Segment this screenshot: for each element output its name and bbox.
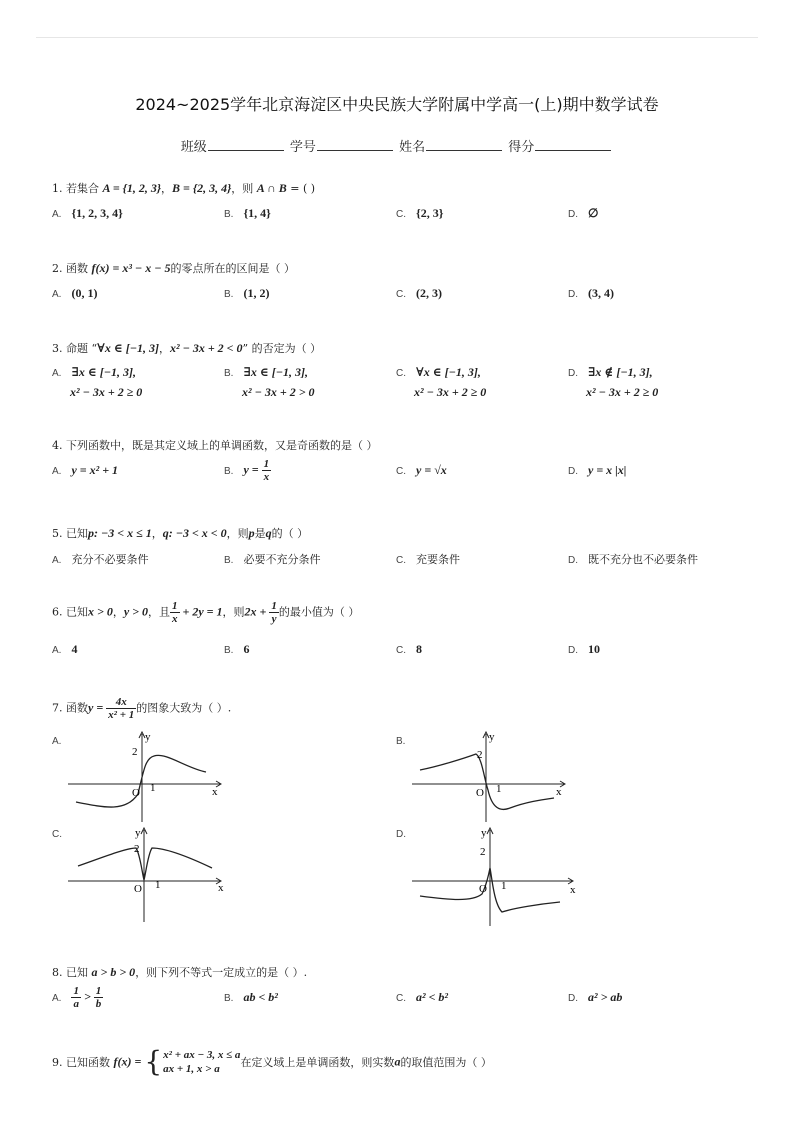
label-origin: O [132,787,140,799]
label-two: 2 [477,749,483,761]
q6-option-c[interactable]: C. 8 [396,642,422,656]
class-label: 班级 [180,140,207,155]
label-origin: O [134,883,142,895]
question-5: 5. 已知p: −3 < x ≤ 1，q: −3 < x < 0，则p是q的（ ） [52,526,309,540]
q2-option-a[interactable]: A. (0, 1) [52,286,98,300]
label-origin: O [476,787,484,799]
score-label: 得分 [508,140,535,155]
q3-option-d[interactable]: D. ∃x ∉ [−1, 3], x² − 3x + 2 ≥ 0 [568,365,659,399]
q5-option-b[interactable]: B. 必要不充分条件 [224,553,321,566]
label-one: 1 [496,783,502,795]
q8-option-c[interactable]: C. a² < b² [396,990,449,1004]
question-2: 2. 函数 f(x) = x³ − x − 5的零点所在的区间是（ ） [52,261,295,275]
q6-option-d[interactable]: D. 10 [568,642,600,656]
q7-graph-c [66,824,226,924]
question-8: 8. 已知 a > b > 0，则下列不等式一定成立的是（ ）. [52,965,308,979]
label-x: x [570,884,576,896]
label-x: x [218,882,224,894]
q7-option-a[interactable]: A. [52,736,62,747]
question-1: 1. 若集合 A = {1, 2, 3}，B = {2, 3, 4}，则 A ∩ B = ( ) [52,181,316,195]
q8-option-a[interactable]: A. $\frac{1}{a}$ > $\frac{1}{b}$ [52,985,102,1010]
top-divider [36,37,758,38]
label-y: y [135,827,141,839]
q2-option-c[interactable]: C. (2, 3) [396,286,442,300]
label-two: 2 [134,843,140,855]
label-y: y [489,731,495,743]
q1-option-c[interactable]: C. {2, 3} [396,206,444,220]
q7-graph-a [66,728,226,824]
label-one: 1 [501,880,507,892]
q3-option-a[interactable]: A. ∃x ∈ [−1, 3], x² − 3x + 2 ≥ 0 [52,365,143,399]
question-7: 7. 函数y = $\frac{4x}{\text{x² + 1}}$ 的图象大致为（ ）. [52,696,232,721]
label-two: 2 [132,746,138,758]
q4-option-c[interactable]: C. y = √x [396,463,447,477]
q2-option-b[interactable]: B. (1, 2) [224,286,270,300]
label-y: y [481,827,487,839]
label-x: x [556,786,562,798]
q7-option-d[interactable]: D. [396,829,406,840]
q7-option-b[interactable]: B. [396,736,406,747]
left-brace: { [144,1045,163,1078]
question-6: 6. 已知x > 0，y > 0，且 $\frac{1}{x}$ + 2y = 1，则2x + $\frac{1}{y}$ 的最小值为（ ） [52,600,360,625]
q7-graph-b [410,728,570,824]
q2-option-d[interactable]: D. (3, 4) [568,286,614,300]
q5-option-a[interactable]: A. 充分不必要条件 [52,553,149,566]
q3-option-c[interactable]: C. ∀x ∈ [−1, 3], x² − 3x + 2 ≥ 0 [396,365,487,399]
curve [78,848,212,880]
q3-option-b[interactable]: B. ∃x ∈ [−1, 3], x² − 3x + 2 > 0 [224,365,315,399]
q4-option-b[interactable]: B. y = $\frac{1}{x}$ [224,458,270,483]
label-x: x [212,786,218,798]
label-y: y [145,731,151,743]
label-origin: O [479,883,487,895]
q6-option-a[interactable]: A. 4 [52,642,78,656]
curve [76,755,206,807]
q7-option-c[interactable]: C. [52,829,62,840]
name-blank[interactable] [426,138,502,151]
q6-option-b[interactable]: B. 6 [224,642,250,656]
label-one: 1 [150,782,156,794]
q1-option-d[interactable]: D. ∅ [568,206,599,220]
question-9: 9. 已知函数 f(x) = {x² + ax − 3, x ≤ a ax + 1, x > a 在定义域上是单调函数，则实数a的取值范围为（ ） [52,1045,492,1078]
student-id-blank[interactable] [317,138,393,151]
q1-option-b[interactable]: B. {1, 4} [224,206,271,220]
class-blank[interactable] [208,138,284,151]
student-id-label: 学号 [289,140,316,155]
q5-option-d[interactable]: D. 既不充分也不必要条件 [568,553,698,566]
q7-graph-d [410,824,578,928]
page-title: 2024~2025学年北京海淀区中央民族大学附属中学高一(上)期中数学试卷 [135,95,659,114]
curve [420,754,554,809]
label-one: 1 [155,879,161,891]
q4-option-d[interactable]: D. y = x |x| [568,463,627,477]
question-3: 3. 命题 “∀x ∈ [−1, 3]，x² − 3x + 2 < 0” 的否定为（ ） [52,341,322,355]
score-blank[interactable] [535,138,611,151]
q5-option-c[interactable]: C. 充要条件 [396,553,460,566]
label-two: 2 [480,846,486,858]
q4-option-a[interactable]: A. y = x² + 1 [52,463,119,477]
q1-option-a[interactable]: A. {1, 2, 3, 4} [52,206,123,220]
q8-option-b[interactable]: B. ab < b² [224,990,278,1004]
q8-option-d[interactable]: D. a² > ab [568,990,623,1004]
name-label: 姓名 [399,140,426,155]
question-4: 4. 下列函数中，既是其定义域上的单调函数，又是奇函数的是（ ） [52,439,378,452]
student-info-row [0,136,794,155]
